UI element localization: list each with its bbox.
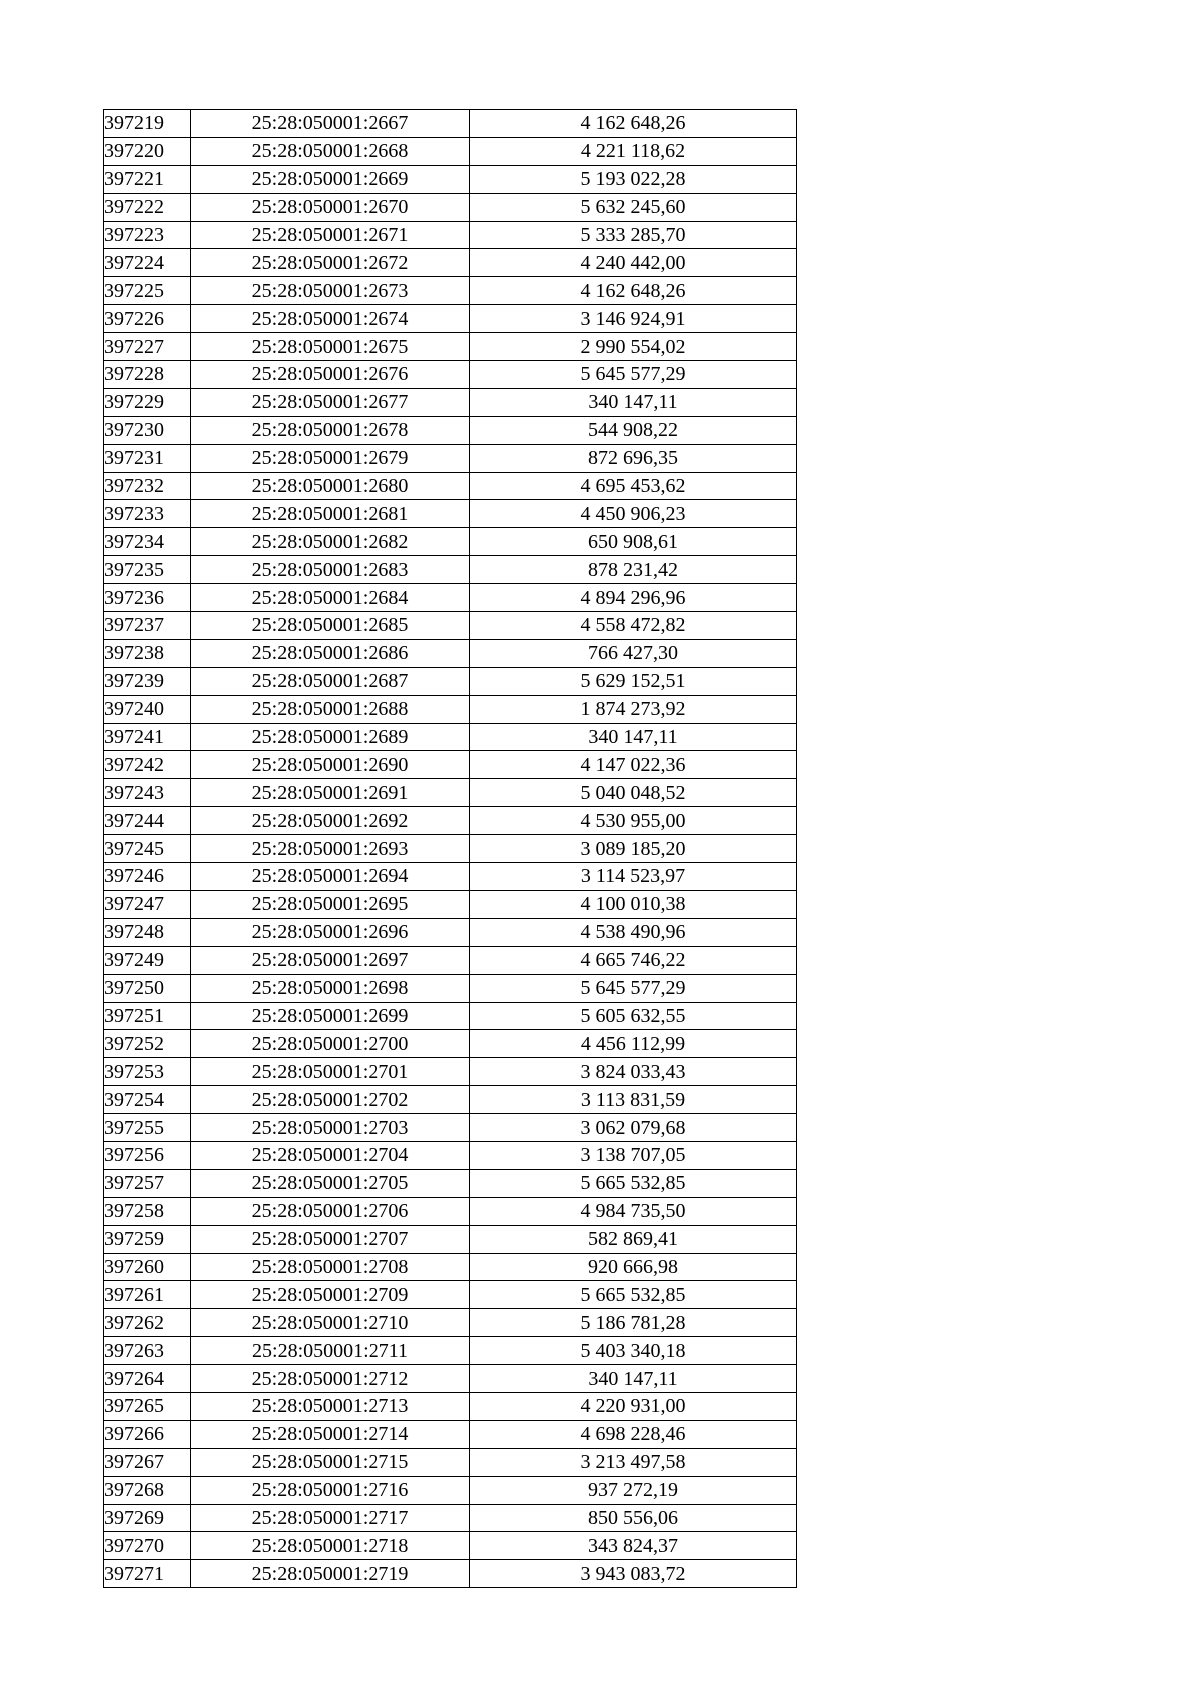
row-number-cell: 397256	[104, 1141, 191, 1169]
table-row	[104, 1365, 797, 1393]
cadastral-number-cell: 25:28:050001:2698	[191, 974, 470, 1002]
cadastral-value-cell: 3 089 185,20	[470, 835, 797, 863]
table-row	[104, 723, 797, 751]
cadastral-number-cell: 25:28:050001:2671	[191, 221, 470, 249]
row-number-cell: 397254	[104, 1086, 191, 1114]
cadastral-number-cell: 25:28:050001:2679	[191, 444, 470, 472]
row-number-cell: 397240	[104, 695, 191, 723]
cadastral-value-cell: 4 100 010,38	[470, 890, 797, 918]
cadastral-number-cell: 25:28:050001:2715	[191, 1448, 470, 1476]
row-number-cell: 397234	[104, 528, 191, 556]
cadastral-value-cell: 4 221 118,62	[470, 137, 797, 165]
cadastral-number-cell: 25:28:050001:2682	[191, 528, 470, 556]
table-row	[104, 528, 797, 556]
cadastral-value-cell: 3 114 523,97	[470, 863, 797, 891]
row-number-cell: 397229	[104, 388, 191, 416]
cadastral-value-cell: 850 556,06	[470, 1504, 797, 1532]
table-row	[104, 835, 797, 863]
row-number-cell: 397236	[104, 584, 191, 612]
cadastral-number-cell: 25:28:050001:2697	[191, 946, 470, 974]
table-row	[104, 277, 797, 305]
row-number-cell: 397265	[104, 1392, 191, 1420]
row-number-cell: 397231	[104, 444, 191, 472]
cadastral-value-cell: 5 186 781,28	[470, 1309, 797, 1337]
cadastral-number-cell: 25:28:050001:2716	[191, 1476, 470, 1504]
table-row	[104, 444, 797, 472]
cadastral-number-cell: 25:28:050001:2675	[191, 333, 470, 361]
table-row	[104, 193, 797, 221]
cadastral-value-cell: 544 908,22	[470, 416, 797, 444]
cadastral-value-cell: 5 665 532,85	[470, 1169, 797, 1197]
row-number-cell: 397225	[104, 277, 191, 305]
cadastral-number-cell: 25:28:050001:2689	[191, 723, 470, 751]
cadastral-number-cell: 25:28:050001:2695	[191, 890, 470, 918]
table-row	[104, 556, 797, 584]
table-row	[104, 137, 797, 165]
row-number-cell: 397232	[104, 472, 191, 500]
cadastral-number-cell: 25:28:050001:2676	[191, 361, 470, 389]
cadastral-number-cell: 25:28:050001:2686	[191, 639, 470, 667]
table-row	[104, 110, 797, 138]
cadastral-value-cell: 878 231,42	[470, 556, 797, 584]
table-row	[104, 221, 797, 249]
row-number-cell: 397228	[104, 361, 191, 389]
cadastral-value-cell: 3 824 033,43	[470, 1058, 797, 1086]
row-number-cell: 397243	[104, 779, 191, 807]
table-row	[104, 1420, 797, 1448]
cadastral-value-cell: 5 605 632,55	[470, 1002, 797, 1030]
table-row	[104, 890, 797, 918]
cadastral-value-cell: 920 666,98	[470, 1253, 797, 1281]
table-row	[104, 974, 797, 1002]
table-row	[104, 1169, 797, 1197]
cadastral-value-cell: 4 558 472,82	[470, 612, 797, 640]
row-number-cell: 397270	[104, 1532, 191, 1560]
cadastral-number-cell: 25:28:050001:2700	[191, 1030, 470, 1058]
cadastral-value-cell: 1 874 273,92	[470, 695, 797, 723]
table-row	[104, 807, 797, 835]
table-row	[104, 416, 797, 444]
cadastral-number-cell: 25:28:050001:2699	[191, 1002, 470, 1030]
row-number-cell: 397255	[104, 1114, 191, 1142]
table-row	[104, 1141, 797, 1169]
cadastral-value-cell: 5 645 577,29	[470, 974, 797, 1002]
cadastral-value-cell: 5 629 152,51	[470, 667, 797, 695]
row-number-cell: 397266	[104, 1420, 191, 1448]
cadastral-number-cell: 25:28:050001:2687	[191, 667, 470, 695]
row-number-cell: 397263	[104, 1337, 191, 1365]
cadastral-number-cell: 25:28:050001:2683	[191, 556, 470, 584]
cadastral-value-cell: 3 138 707,05	[470, 1141, 797, 1169]
cadastral-value-cell: 4 984 735,50	[470, 1197, 797, 1225]
table-row	[104, 1225, 797, 1253]
cadastral-number-cell: 25:28:050001:2705	[191, 1169, 470, 1197]
table-row	[104, 1086, 797, 1114]
table-row	[104, 1002, 797, 1030]
row-number-cell: 397257	[104, 1169, 191, 1197]
row-number-cell: 397249	[104, 946, 191, 974]
row-number-cell: 397250	[104, 974, 191, 1002]
cadastral-number-cell: 25:28:050001:2696	[191, 918, 470, 946]
table-row	[104, 612, 797, 640]
table-row	[104, 639, 797, 667]
cadastral-number-cell: 25:28:050001:2714	[191, 1420, 470, 1448]
cadastral-value-cell: 3 062 079,68	[470, 1114, 797, 1142]
cadastral-value-cell: 937 272,19	[470, 1476, 797, 1504]
row-number-cell: 397260	[104, 1253, 191, 1281]
table-row	[104, 918, 797, 946]
row-number-cell: 397253	[104, 1058, 191, 1086]
cadastral-number-cell: 25:28:050001:2709	[191, 1281, 470, 1309]
table-row	[104, 1253, 797, 1281]
row-number-cell: 397222	[104, 193, 191, 221]
table-row	[104, 333, 797, 361]
cadastral-value-cell: 5 193 022,28	[470, 165, 797, 193]
cadastral-value-cell: 340 147,11	[470, 388, 797, 416]
row-number-cell: 397269	[104, 1504, 191, 1532]
row-number-cell: 397233	[104, 500, 191, 528]
cadastral-number-cell: 25:28:050001:2670	[191, 193, 470, 221]
row-number-cell: 397226	[104, 305, 191, 333]
cadastral-value-cell: 4 530 955,00	[470, 807, 797, 835]
cadastral-number-cell: 25:28:050001:2681	[191, 500, 470, 528]
table-row	[104, 1309, 797, 1337]
row-number-cell: 397221	[104, 165, 191, 193]
table-row	[104, 500, 797, 528]
cadastral-number-cell: 25:28:050001:2708	[191, 1253, 470, 1281]
row-number-cell: 397239	[104, 667, 191, 695]
cadastral-number-cell: 25:28:050001:2672	[191, 249, 470, 277]
table-row	[104, 1560, 797, 1588]
table-row	[104, 249, 797, 277]
cadastral-number-cell: 25:28:050001:2702	[191, 1086, 470, 1114]
cadastral-number-cell: 25:28:050001:2669	[191, 165, 470, 193]
row-number-cell: 397268	[104, 1476, 191, 1504]
cadastral-number-cell: 25:28:050001:2688	[191, 695, 470, 723]
table-row	[104, 1532, 797, 1560]
cadastral-number-cell: 25:28:050001:2677	[191, 388, 470, 416]
row-number-cell: 397264	[104, 1365, 191, 1393]
row-number-cell: 397230	[104, 416, 191, 444]
cadastral-number-cell: 25:28:050001:2674	[191, 305, 470, 333]
cadastral-value-cell: 582 869,41	[470, 1225, 797, 1253]
row-number-cell: 397235	[104, 556, 191, 584]
cadastral-value-cell: 3 113 831,59	[470, 1086, 797, 1114]
cadastral-value-cell: 650 908,61	[470, 528, 797, 556]
cadastral-value-cell: 2 990 554,02	[470, 333, 797, 361]
table-row	[104, 1058, 797, 1086]
cadastral-value-cell: 343 824,37	[470, 1532, 797, 1560]
cadastral-value-cell: 340 147,11	[470, 1365, 797, 1393]
table-row	[104, 779, 797, 807]
row-number-cell: 397244	[104, 807, 191, 835]
cadastral-number-cell: 25:28:050001:2718	[191, 1532, 470, 1560]
row-number-cell: 397238	[104, 639, 191, 667]
cadastral-value-cell: 4 894 296,96	[470, 584, 797, 612]
row-number-cell: 397251	[104, 1002, 191, 1030]
cadastral-value-cell: 4 147 022,36	[470, 751, 797, 779]
table-row	[104, 1476, 797, 1504]
table-row	[104, 695, 797, 723]
cadastral-value-cell: 340 147,11	[470, 723, 797, 751]
cadastral-number-cell: 25:28:050001:2713	[191, 1392, 470, 1420]
cadastral-number-cell: 25:28:050001:2704	[191, 1141, 470, 1169]
row-number-cell: 397227	[104, 333, 191, 361]
cadastral-number-cell: 25:28:050001:2667	[191, 110, 470, 138]
cadastral-value-cell: 5 040 048,52	[470, 779, 797, 807]
cadastral-value-cell: 5 333 285,70	[470, 221, 797, 249]
row-number-cell: 397223	[104, 221, 191, 249]
cadastral-value-cell: 3 943 083,72	[470, 1560, 797, 1588]
table-row	[104, 1114, 797, 1142]
row-number-cell: 397248	[104, 918, 191, 946]
cadastral-number-cell: 25:28:050001:2710	[191, 1309, 470, 1337]
row-number-cell: 397259	[104, 1225, 191, 1253]
cadastral-value-cell: 5 403 340,18	[470, 1337, 797, 1365]
cadastral-value-cell: 3 213 497,58	[470, 1448, 797, 1476]
table-row	[104, 1504, 797, 1532]
cadastral-value-cell: 4 220 931,00	[470, 1392, 797, 1420]
cadastral-number-cell: 25:28:050001:2719	[191, 1560, 470, 1588]
table-row	[104, 667, 797, 695]
table-row	[104, 946, 797, 974]
cadastral-value-cell: 5 632 245,60	[470, 193, 797, 221]
cadastral-value-cell: 4 450 906,23	[470, 500, 797, 528]
cadastral-value-cell: 4 538 490,96	[470, 918, 797, 946]
table-row	[104, 751, 797, 779]
cadastral-value-cell: 3 146 924,91	[470, 305, 797, 333]
cadastral-value-cell: 4 695 453,62	[470, 472, 797, 500]
table-row	[104, 1197, 797, 1225]
cadastral-number-cell: 25:28:050001:2684	[191, 584, 470, 612]
table-row	[104, 1448, 797, 1476]
table-row	[104, 1281, 797, 1309]
cadastral-number-cell: 25:28:050001:2712	[191, 1365, 470, 1393]
cadastral-number-cell: 25:28:050001:2691	[191, 779, 470, 807]
cadastral-value-cell: 4 240 442,00	[470, 249, 797, 277]
row-number-cell: 397245	[104, 835, 191, 863]
cadastral-value-cell: 4 456 112,99	[470, 1030, 797, 1058]
table-row	[104, 1392, 797, 1420]
table-row	[104, 472, 797, 500]
row-number-cell: 397258	[104, 1197, 191, 1225]
cadastral-number-cell: 25:28:050001:2694	[191, 863, 470, 891]
row-number-cell: 397224	[104, 249, 191, 277]
cadastral-value-table	[103, 109, 797, 1588]
cadastral-number-cell: 25:28:050001:2711	[191, 1337, 470, 1365]
cadastral-number-cell: 25:28:050001:2693	[191, 835, 470, 863]
cadastral-value-cell: 5 645 577,29	[470, 361, 797, 389]
cadastral-value-cell: 4 698 228,46	[470, 1420, 797, 1448]
cadastral-value-cell: 5 665 532,85	[470, 1281, 797, 1309]
cadastral-number-cell: 25:28:050001:2706	[191, 1197, 470, 1225]
cadastral-number-cell: 25:28:050001:2673	[191, 277, 470, 305]
row-number-cell: 397237	[104, 612, 191, 640]
table-row	[104, 1337, 797, 1365]
row-number-cell: 397247	[104, 890, 191, 918]
row-number-cell: 397252	[104, 1030, 191, 1058]
row-number-cell: 397220	[104, 137, 191, 165]
row-number-cell: 397262	[104, 1309, 191, 1337]
cadastral-value-cell: 872 696,35	[470, 444, 797, 472]
table-row	[104, 361, 797, 389]
cadastral-number-cell: 25:28:050001:2703	[191, 1114, 470, 1142]
cadastral-number-cell: 25:28:050001:2717	[191, 1504, 470, 1532]
cadastral-number-cell: 25:28:050001:2685	[191, 612, 470, 640]
table-row	[104, 1030, 797, 1058]
table-row	[104, 388, 797, 416]
row-number-cell: 397241	[104, 723, 191, 751]
table-body	[104, 110, 797, 1588]
cadastral-number-cell: 25:28:050001:2668	[191, 137, 470, 165]
cadastral-value-cell: 4 665 746,22	[470, 946, 797, 974]
table-row	[104, 584, 797, 612]
cadastral-number-cell: 25:28:050001:2701	[191, 1058, 470, 1086]
row-number-cell: 397261	[104, 1281, 191, 1309]
cadastral-value-cell: 4 162 648,26	[470, 277, 797, 305]
cadastral-number-cell: 25:28:050001:2692	[191, 807, 470, 835]
cadastral-number-cell: 25:28:050001:2707	[191, 1225, 470, 1253]
cadastral-number-cell: 25:28:050001:2690	[191, 751, 470, 779]
cadastral-number-cell: 25:28:050001:2678	[191, 416, 470, 444]
table-row	[104, 305, 797, 333]
table-row	[104, 165, 797, 193]
row-number-cell: 397242	[104, 751, 191, 779]
row-number-cell: 397267	[104, 1448, 191, 1476]
table-row	[104, 863, 797, 891]
cadastral-number-cell: 25:28:050001:2680	[191, 472, 470, 500]
row-number-cell: 397271	[104, 1560, 191, 1588]
cadastral-value-cell: 766 427,30	[470, 639, 797, 667]
cadastral-value-cell: 4 162 648,26	[470, 110, 797, 138]
row-number-cell: 397219	[104, 110, 191, 138]
row-number-cell: 397246	[104, 863, 191, 891]
